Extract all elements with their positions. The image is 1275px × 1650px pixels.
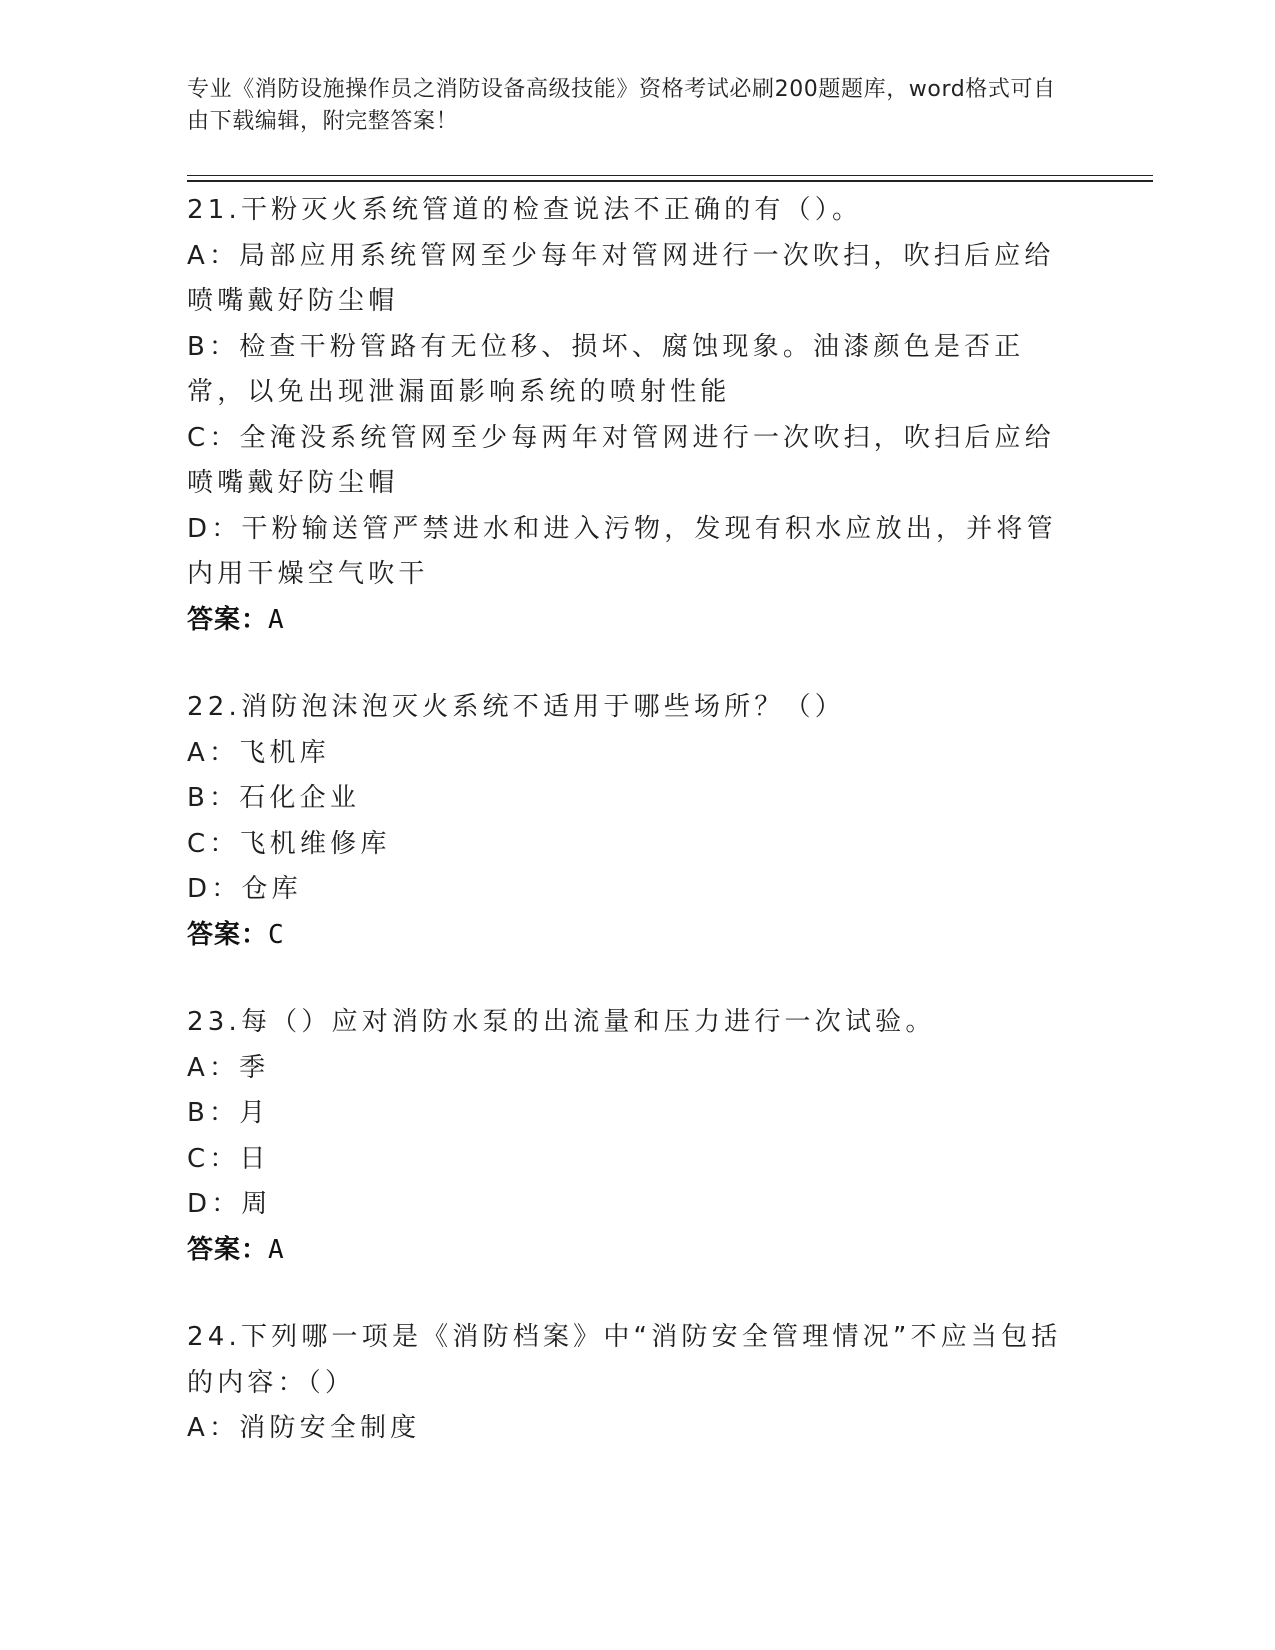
answer-value: C xyxy=(268,919,285,950)
option-a: A：季 xyxy=(187,1052,270,1083)
option-d: D：周 xyxy=(187,1189,272,1219)
question-stem: 23.每（）应对消防水泵的出流量和压力进行一次试验。 xyxy=(187,1007,936,1037)
question-21 xyxy=(187,188,1077,643)
answer-value: A xyxy=(268,1234,285,1265)
option-d: D：仓库 xyxy=(187,874,302,904)
option-a: A：飞机库 xyxy=(187,737,330,768)
option-a: A：局部应用系统管网至少每年对管网进行一次吹扫，吹扫后应给喷嘴戴好防尘帽 xyxy=(187,240,1055,316)
answer-value: A xyxy=(268,604,285,635)
option-c: C：日 xyxy=(187,1143,270,1174)
option-d: D：干粉输送管严禁进水和进入污物，发现有积水应放出，并将管内用干燥空气吹干 xyxy=(187,513,1057,589)
option-c: C：全淹没系统管网至少每两年对管网进行一次吹扫，吹扫后应给喷嘴戴好防尘帽 xyxy=(187,422,1055,498)
answer-line xyxy=(187,1228,1077,1274)
answer-line xyxy=(187,598,1077,644)
question-list xyxy=(187,188,1077,1494)
option-a: A：消防安全制度 xyxy=(187,1413,421,1443)
answer-label: 答案： xyxy=(187,604,269,635)
question-stem: 21.干粉灭火系统管道的检查说法不正确的有（）。 xyxy=(187,195,863,225)
question-23 xyxy=(187,1000,1077,1273)
question-stem: 24.下列哪一项是《消防档案》中“消防安全管理情况”不应当包括的内容：（） xyxy=(187,1322,1062,1398)
option-b: B：月 xyxy=(187,1098,270,1128)
header-divider-thick xyxy=(187,180,1153,182)
option-b: B：检查干粉管路有无位移、损坏、腐蚀现象。油漆颜色是否正常，以免出现泄漏面影响系统的喷射性能 xyxy=(187,331,1025,407)
option-c: C：飞机维修库 xyxy=(187,828,391,859)
answer-label: 答案： xyxy=(187,1234,269,1265)
question-22 xyxy=(187,685,1077,958)
answer-line xyxy=(187,913,1077,959)
question-24 xyxy=(187,1315,1077,1452)
option-b: B：石化企业 xyxy=(187,783,361,813)
header-divider-thin xyxy=(187,175,1153,176)
question-stem: 22.消防泡沫泡灭火系统不适用于哪些场所？（） xyxy=(187,692,845,722)
answer-label: 答案： xyxy=(187,919,269,950)
document-header: 专业《消防设施操作员之消防设备高级技能》资格考试必刷200题题库，word格式可自由下载编辑，附完整答案！ xyxy=(187,77,1056,134)
